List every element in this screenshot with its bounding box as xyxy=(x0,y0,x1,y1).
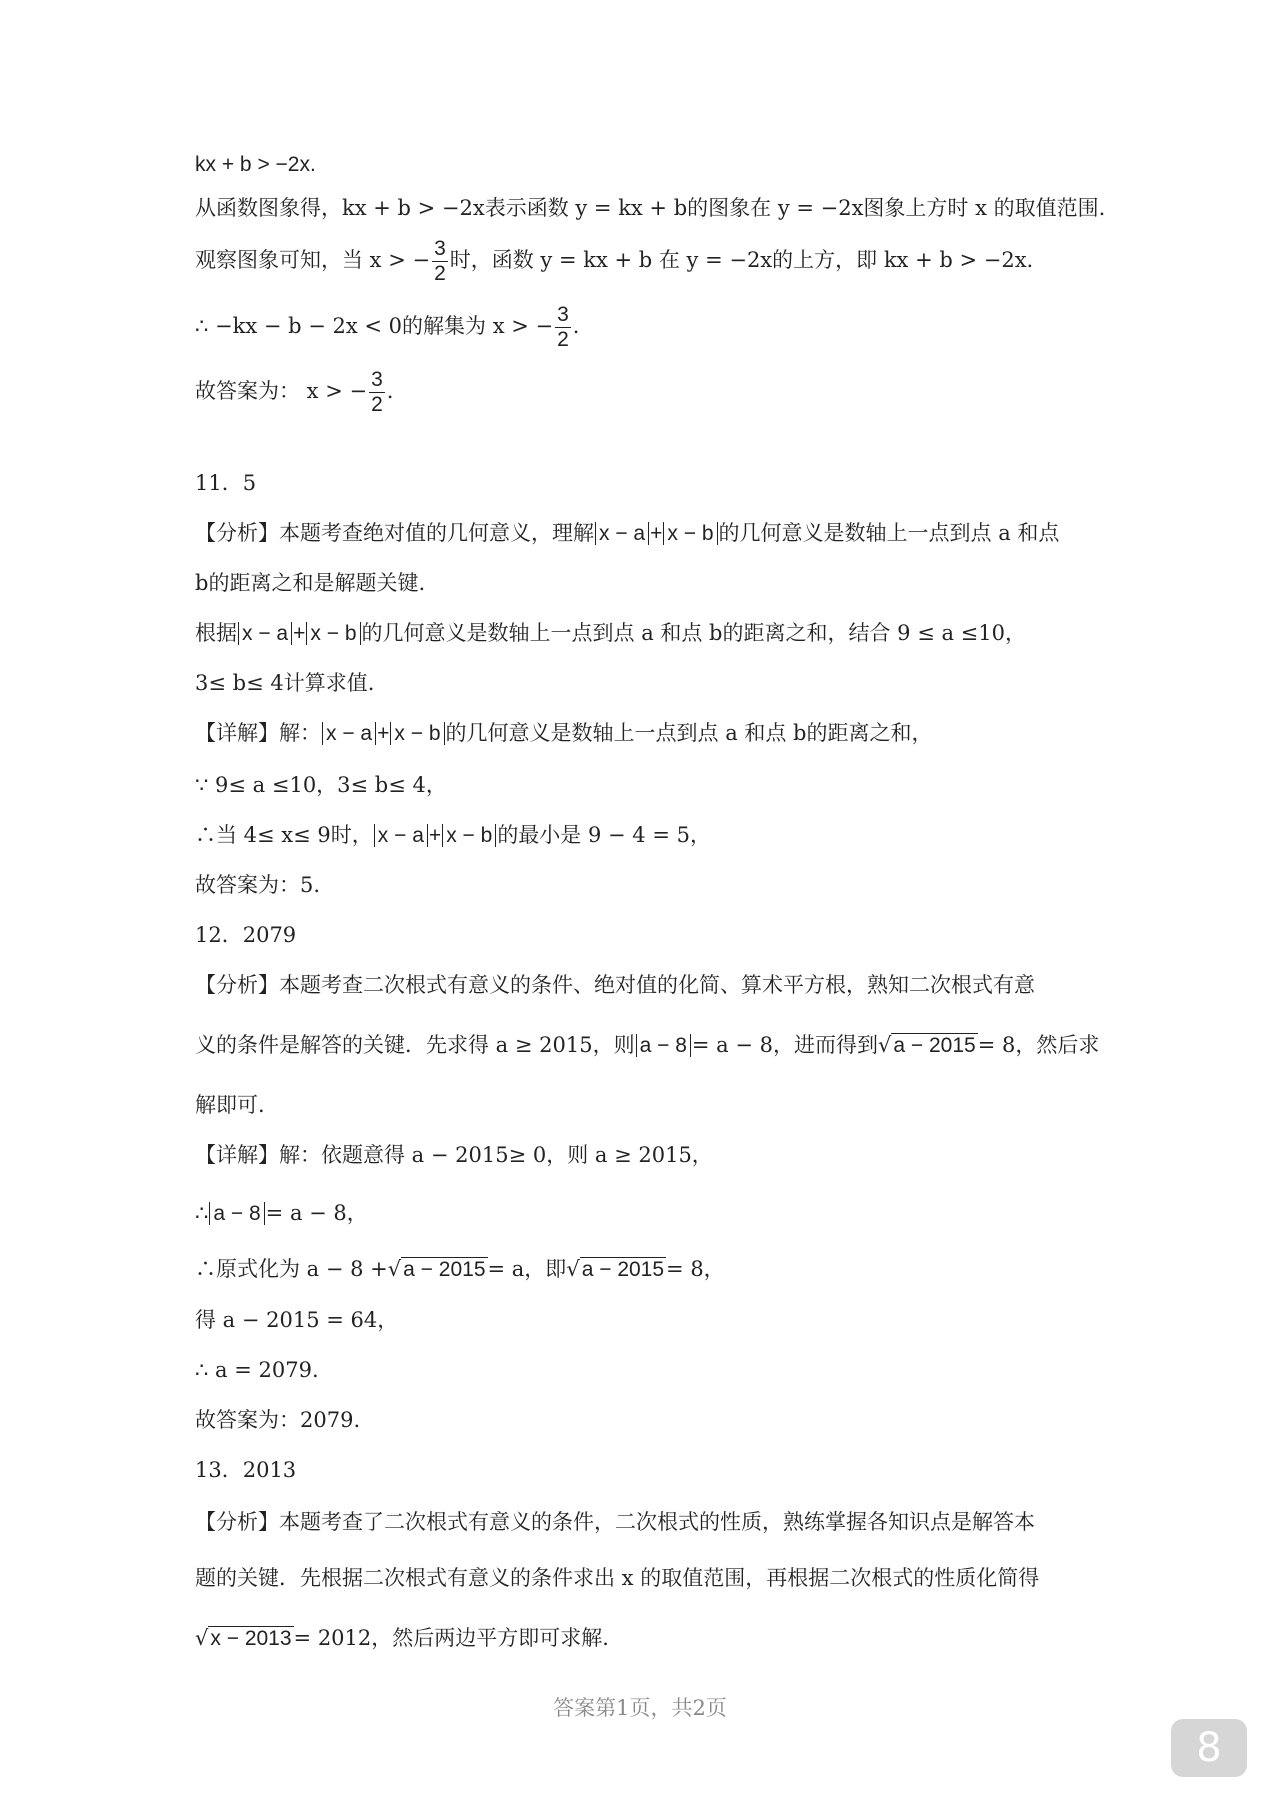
text-line xyxy=(195,770,447,800)
radicand: a − 2015 xyxy=(581,1258,665,1281)
text-line xyxy=(195,237,1033,286)
abs-value: x − b xyxy=(663,522,717,545)
text-span: ∴ xyxy=(195,1201,209,1225)
text-span: = 8， xyxy=(666,1257,725,1281)
square-root xyxy=(566,1254,666,1285)
question-number xyxy=(195,468,256,498)
text-span: 故答案为：2079. xyxy=(195,1408,361,1432)
text-span: 时，函数 y = kx + b 在 y = −2x的上方，即 kx + b > −2x. xyxy=(449,248,1034,272)
text-span: = a，即 xyxy=(487,1257,567,1281)
abs-value: x − b xyxy=(306,622,360,645)
text-span: 11．5 xyxy=(195,471,257,495)
text-line xyxy=(195,1090,265,1120)
plus-sign: + xyxy=(428,824,442,847)
abs-value: x − a xyxy=(322,722,376,745)
text-span: 【分析】本题考查二次根式有意义的条件、绝对值的化简、算术平方根，熟知二次根式有意 xyxy=(195,973,1035,997)
radical-icon: √ xyxy=(195,1626,209,1650)
radicand: a − 2015 xyxy=(403,1258,486,1281)
text-span: 的几何意义是数轴上一点到点 a 和点 b的距离之和，结合 9 ≤ a ≤10， xyxy=(361,621,1026,645)
fraction xyxy=(432,237,448,286)
fraction-denominator: 2 xyxy=(434,262,446,285)
text-span: 的最小是 9 − 4 = 5， xyxy=(497,823,711,847)
text-span: 得 a − 2015 = 64， xyxy=(195,1308,399,1332)
abs-value: a − 8 xyxy=(209,1202,264,1225)
text-line xyxy=(195,368,393,417)
text-line xyxy=(195,1507,1035,1537)
text-span: ∴ a = 2079. xyxy=(195,1358,319,1382)
text-span: 题的关键．先根据二次根式有意义的条件求出 x 的取值范围，再根据二次根式的性质化简得 xyxy=(195,1566,1040,1590)
page-footer: 答案第1页，共2页 xyxy=(553,1696,727,1720)
text-line xyxy=(195,193,1105,223)
fraction-denominator: 2 xyxy=(371,393,383,416)
text-span: 观察图象可知，当 x > − xyxy=(195,248,431,272)
text-line xyxy=(195,1563,1039,1593)
text-line xyxy=(195,718,933,749)
radical-icon: √ xyxy=(566,1257,580,1281)
fraction xyxy=(369,368,385,417)
plus-sign: + xyxy=(377,722,390,745)
text-span: b的距离之和是解题关键. xyxy=(195,571,426,595)
text-span: . xyxy=(572,314,580,338)
fraction xyxy=(555,303,571,352)
abs-value: x − a xyxy=(595,522,649,545)
text-span: ∴原式化为 a − 8 + xyxy=(195,1257,388,1281)
text-span: 的几何意义是数轴上一点到点 a 和点 b的距离之和， xyxy=(445,721,933,745)
text-span: 义的条件是解答的关键．先求得 a ≥ 2015，则 xyxy=(195,1033,635,1057)
text-span: . xyxy=(386,379,394,403)
text-line xyxy=(195,1198,368,1229)
text-span: = 2012，然后两边平方即可求解. xyxy=(293,1626,609,1650)
text-line xyxy=(195,618,1026,649)
text-line xyxy=(195,820,711,851)
text-span: 的几何意义是数轴上一点到点 a 和点 xyxy=(718,521,1060,545)
abs-value: x − a xyxy=(374,824,428,847)
text-line xyxy=(195,303,579,352)
text-line xyxy=(195,1254,725,1285)
text-span: 【详解】解： xyxy=(195,721,321,745)
square-root xyxy=(195,1623,294,1654)
text-span: 13．2013 xyxy=(195,1458,297,1482)
radicand: a − 2015 xyxy=(893,1034,976,1057)
radicand: x − 2013 xyxy=(210,1627,292,1650)
text-span: 12．2079 xyxy=(195,923,297,947)
abs-value: x − a xyxy=(238,622,292,645)
text-span: = a − 8， xyxy=(265,1201,368,1225)
square-root xyxy=(388,1254,488,1285)
text-line xyxy=(195,1305,398,1335)
text-span: 故答案为：5. xyxy=(195,873,321,897)
text-line xyxy=(195,1030,1099,1061)
text-line xyxy=(195,668,374,698)
plus-sign: + xyxy=(293,622,306,645)
page-number-badge[interactable]: 8 xyxy=(1171,1719,1247,1777)
text-line xyxy=(195,970,1035,1000)
fraction-numerator: 3 xyxy=(434,237,446,260)
text-span: 3≤ b≤ 4计算求值. xyxy=(195,671,375,695)
fraction-denominator: 2 xyxy=(557,328,569,351)
abs-value: x − b xyxy=(442,824,496,847)
abs-value: x − b xyxy=(390,722,444,745)
text-line xyxy=(195,1355,319,1385)
text-span: ∵ 9≤ a ≤10，3≤ b≤ 4， xyxy=(195,773,447,797)
text-span: kx + b > −2x. xyxy=(195,153,316,176)
text-span: 【分析】本题考查了二次根式有意义的条件，二次根式的性质，熟练掌握各知识点是解答本 xyxy=(195,1510,1035,1534)
text-line xyxy=(195,150,316,180)
text-line xyxy=(195,1405,360,1435)
text-line xyxy=(195,870,320,900)
text-line xyxy=(195,568,425,598)
text-span: 解即可. xyxy=(195,1093,265,1117)
radical-icon: √ xyxy=(878,1033,892,1057)
question-number xyxy=(195,1455,296,1485)
fraction-numerator: 3 xyxy=(371,368,383,391)
text-span: 故答案为： x > − xyxy=(195,379,368,403)
text-line xyxy=(195,518,1059,549)
text-span: ∴当 4≤ x≤ 9时， xyxy=(195,823,373,847)
text-span: ∴ −kx − b − 2x < 0的解集为 x > − xyxy=(195,314,554,338)
text-span: = a − 8，进而得到 xyxy=(691,1033,878,1057)
text-span: = 8，然后求 xyxy=(977,1033,1100,1057)
text-span: 根据 xyxy=(195,621,237,645)
question-number xyxy=(195,920,296,950)
text-line xyxy=(195,1623,609,1654)
text-span: 从函数图象得，kx + b > −2x表示函数 y = kx + b的图象在 y = −2x图象上方时 x 的取值范围. xyxy=(195,196,1106,220)
text-span: 【分析】本题考查绝对值的几何意义，理解 xyxy=(195,521,594,545)
plus-sign: + xyxy=(650,522,663,545)
text-span: 【详解】解：依题意得 a − 2015≥ 0，则 a ≥ 2015， xyxy=(195,1143,713,1167)
abs-value: a − 8 xyxy=(636,1034,691,1057)
text-line xyxy=(195,1140,713,1170)
fraction-numerator: 3 xyxy=(557,303,569,326)
radical-icon: √ xyxy=(387,1257,402,1281)
square-root xyxy=(878,1030,978,1061)
